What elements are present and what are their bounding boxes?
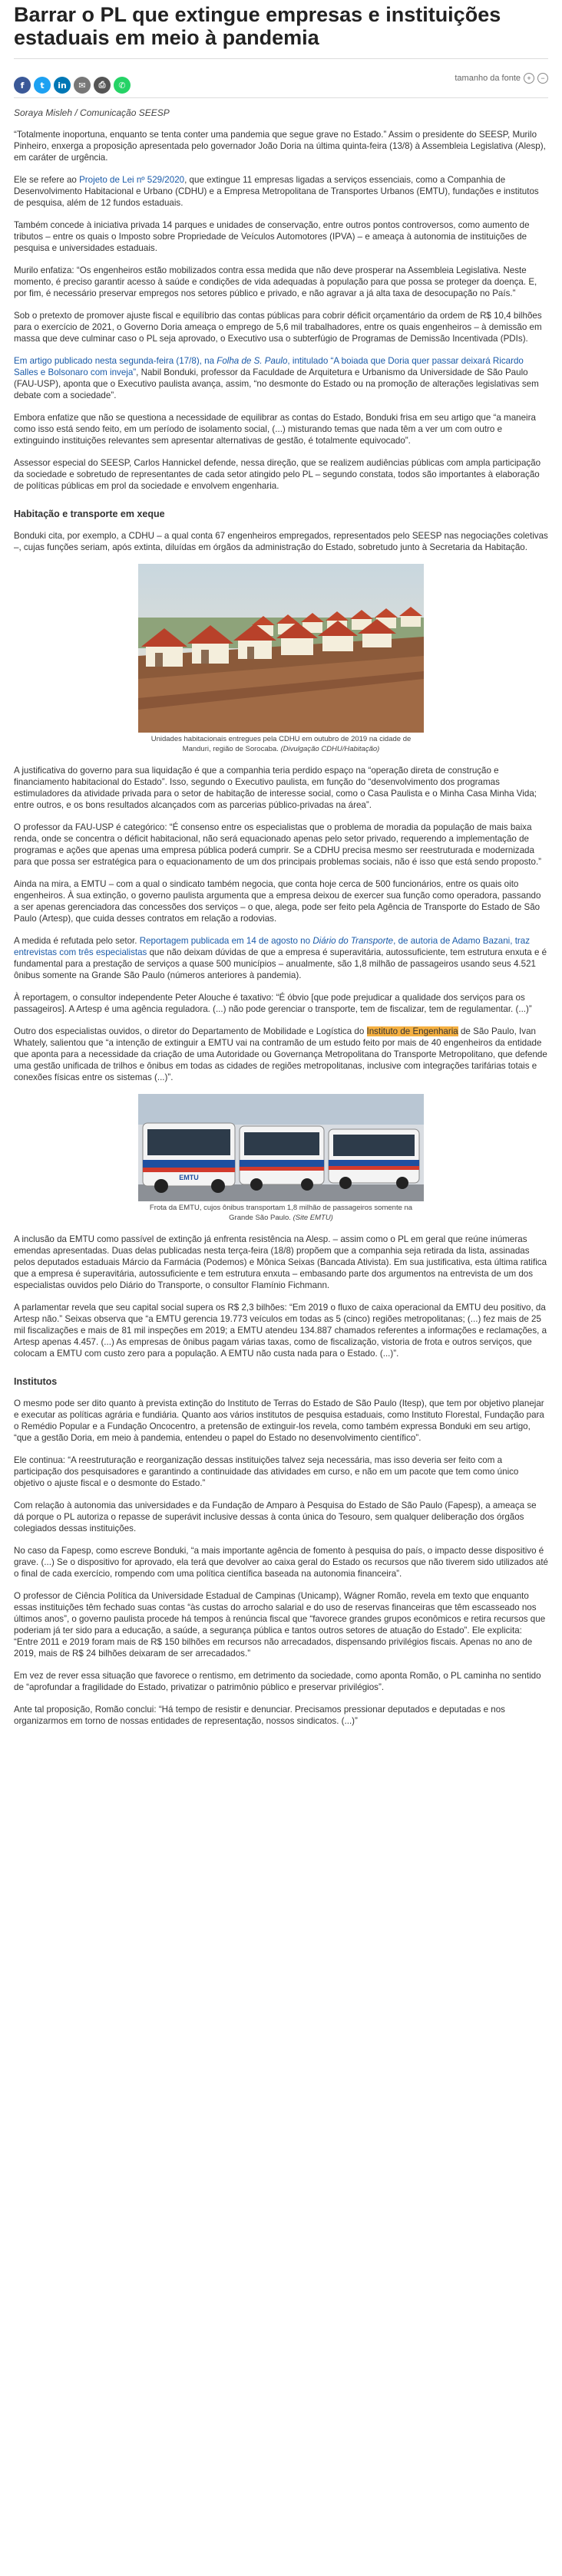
bus-fleet-photo [138, 1094, 424, 1201]
paragraph: Ele se refere ao Projeto de Lei nº 529/2020, que extingue 11 empresas ligadas a serviços essenciais, como a Companhia de Desenvolvimento Habitacional e Urbano (CDHU) e a Empresa Metropolitana de Transportes Urbanos (EMTU), fundações e institutos de pesquisa, além de 12 fundos estaduais. [14, 175, 539, 208]
font-size-label: tamanho da fonte [455, 74, 521, 83]
paragraph: Em artigo publicado nesta segunda-feira (17/8), na Folha de S. Paulo, intitulado “A boiada que Doria quer passar deixará Ricardo Salles e Bolsonaro com inveja”, Nabil Bonduki, professor da Faculdade de Arquitetura e Urbanismo da Universidade de São Paulo (FAU-USP), aponta que o Executivo paulista avança, assim, “no desmonte do Estado ou na promoção de alterações legislativas sem debate com a sociedade”. [14, 356, 539, 400]
zoom-in-icon[interactable]: + [524, 73, 534, 84]
paragraph: O professor de Ciência Política da Universidade Estadual de Campinas (Unicamp), Wágner Romão, revela em texto que enquanto essas instituições têm fechado suas contas “às custas do arrocho salarial e do uso de reservas financeiras que têm escasseado nos últimos anos”, o governo paulista procede há tempos à renúncia fiscal que “favorece grandes grupos econômicos e retira recursos que poderiam já ter sido para a educação, a saúde, a segurança pública e tantos outros setores de atuação do Estado”. Ele explicita: “Entre 2011 e 2019 foram mais de R$ 150 bilhões em recursos não arrecadados, dispensando privilégios fiscais. Apenas no ano de 2019, mais de R$ 24 bilhões deixaram de ser arrecadados.” [14, 1591, 546, 1659]
zoom-out-icon[interactable]: − [537, 73, 548, 84]
paragraph: “Totalmente inoportuna, enquanto se tenta conter uma pandemia que segue grave no Estado.” Assim o presidente do SEESP, Murilo Pinheiro, enxerga a proposição apresentada pelo governador João Doria na última quinta-feira (13/8) à Assembleia Legislativa (Alesp), em caráter de urgência. [14, 130, 546, 163]
bus [143, 1123, 235, 1193]
bus-logo-text: EMTU [179, 1174, 199, 1181]
paragraph: Em vez de rever essa situação que favorece o rentismo, em detrimento da sociedade, como aponta Romão, o PL caminha no sentido de “aprofundar a fragilidade do Estado, privatizar o patrimônio público e preservar privilégios”. [14, 1671, 541, 1692]
section-heading: Institutos [14, 1376, 58, 1387]
paragraph: No caso da Fapesp, como escreve Bonduki, “a mais importante agência de fomento à pesquisa do país, o impacto desse dispositivo é grave. (...) Se o dispositivo for aprovado, ela terá que devolver ao caixa geral do Estado os recursos que não tiverem sido utilizados até o final de cada exercício, rompendo com uma política científica baseada na autonomia financeira”. [14, 1546, 549, 1579]
facebook-icon[interactable]: f [14, 77, 31, 94]
diario-transporte-link[interactable]: Reportagem publicada em 14 de agosto no Diário do Transporte, de autoria de Adamo Bazani, traz entrevistas com três especialistas [14, 936, 531, 957]
page-title: Barrar o PL que extingue empresas e instituições estaduais em meio à pandemia [14, 3, 501, 49]
paragraph: O mesmo pode ser dito quanto à prevista extinção do Instituto de Terras do Estado de São Paulo (Itesp), que tem por objetivo planejar e executar as políticas agrária e fundiária. Quanto aos vários institutos de pesquisa estaduais, como Instituto Florestal, Fundação para o Remédio Popular e a Fundação Oncocentro, a pretensão de extinguir-los revela, como também expressa Bonduki em seu artigo, “que a gestão Doria, em meio à pandemia, entendeu o papel do Estado no desenvolvimento científico”. [14, 1398, 544, 1443]
housing-photo [138, 564, 424, 733]
article-toolbar [14, 59, 548, 97]
paragraph: Outro dos especialistas ouvidos, o diretor do Departamento de Mobilidade e Logística do Instituto de Engenharia de São Paulo, Ivan Whately, salientou que “a intenção de extinguir a EMTU vai na contramão de um estudo feito por mais de 40 engenheiros da entidade que aponta para a necessidade da criação de uma Autoridade ou Governança Metropolitana do Transporte Metropolitano, que defende uma gestão unificada de trilhos e ônibus em todas as cidades de regiões metropolitanas, inclusive com integrações tarifárias totais e conexões físicas entre os sistemas (...)”. [14, 1026, 547, 1082]
whatsapp-icon[interactable]: ✆ [114, 77, 131, 94]
twitter-icon[interactable]: t [34, 77, 51, 94]
font-size-control [455, 73, 548, 84]
bus [240, 1126, 324, 1191]
figure-buses [138, 1094, 424, 1223]
figure-caption: Frota da EMTU, cujos ônibus transportam 1,8 milhão de passageiros somente na Grande São Paulo. (Site EMTU) [149, 1204, 413, 1222]
paragraph: Bonduki cita, por exemplo, a CDHU – a qual conta 67 engenheiros empregados, representados pelo SEESP nas negociações coletivas –, cujas funções seriam, após extinta, diluídas em órgãos da administração do Estado, sobretudo junto à Secretaria da Habitação. [14, 531, 548, 552]
paragraph: A justificativa do governo para sua liquidação é que a companhia teria perdido espaço na “operação direta de construção e financiamento habitacional do Estado”. Isso, segundo o Executivo paulista, em função do “desenvolvimento dos programas estimuladores da atividade privada para o setor de habitação de interesse social, como o Casa Paulista e o Minha Casa Minha Vida; entre outros, e os bons resultados alcançados com as parcerias público-privadas na área”. [14, 766, 537, 810]
paragraph: Murilo enfatiza: “Os engenheiros estão mobilizados contra essa medida que não deve prosperar na Assembleia Legislativa. Neste momento, é preciso garantir acesso à saúde e condições de vida adequadas à população para que possa se proteger da doença. E, por fim, é necessário preservar empregos nos setores público e privado, e não agravar a já alta taxa de desocupação no País.” [14, 265, 537, 298]
paragraph: A inclusão da EMTU como passível de extinção já enfrenta resistência na Alesp. – assim como o PL em geral que reúne inúmeras emendas apresentadas. Duas delas publicadas nesta terça-feira (18/8) propõem que a companhia seja retirada da lista, assinadas pelos deputados estaduais Márcio da Farmácia (Podemos) e Mônica Seixas (Bancada Ativista). Em sua justificativa, esta última ratifica que a empresa é superavitária, autossuficiente e tem estrutura enxuta – embasando parte dos argumentos na entrevista de um dos especialistas ouvidos pelo Diário do Transporte, o consultor Flamínio Fichmann. [14, 1234, 547, 1290]
byline: Soraya Misleh / Comunicação SEESP [14, 107, 170, 118]
divider [14, 97, 548, 98]
paragraph: Embora enfatize que não se questiona a necessidade de equilibrar as contas do Estado, Bonduki frisa em seu artigo que “a maneira como isso está sendo feito, em um período de isolamento social, (...) misturando temas que nada têm a ver um com outro e extinguindo instituições relevantes sem apresentar alternativas de gestão, é totalmente equivocado”. [14, 413, 536, 446]
linkedin-icon[interactable]: in [54, 77, 71, 94]
bus [329, 1129, 419, 1189]
paragraph: Sob o pretexto de promover ajuste fiscal e equilíbrio das contas públicas para cobrir déficit orçamentário da ordem de R$ 10,4 bilhões para o exercício de 2021, o Governo Doria ameaça o emprego de 5,6 mil trabalhadores, entre os quais engenheiros – à demissão em massa que deve culminar caso o PL seja aprovado, o Executivo usa o subterfúgio de Programas de Demissão Incentivada (PDIs). [14, 311, 542, 344]
paragraph: O professor da FAU-USP é categórico: “É consenso entre os especialistas que o problema de moradia da população de mais baixa renda, onde se concentra o déficit habitacional, não será equacionado apenas pelo setor privado, requerendo a implementação de programas e ações que apenas uma empresa pública poderá cumprir. Se a CDHU precisa mesmo ser reestruturada e modernizada para que possa ser estratégica para o equacionamento de um dos principais problemas sociais, não é isso que está sendo proposto.” [14, 822, 542, 867]
pl-link[interactable]: Projeto de Lei nº 529/2020 [79, 175, 185, 185]
share-buttons [14, 63, 131, 94]
paragraph: Assessor especial do SEESP, Carlos Hannickel defende, nessa direção, que se realizem audiências públicas com ampla participação da sociedade e sobretudo de representantes de cada setor atingido pelo PL – segundo constata, todos são importantes à elaboração de políticas públicas em prol da sociedade e envolvem engenharia. [14, 458, 541, 491]
figure-housing [138, 564, 424, 754]
paragraph: Com relação à autonomia das universidades e da Fundação de Amparo à Pesquisa do Estado de São Paulo (Fapesp), a ameaça se dá porque o PL autoriza o repasse de superávit inclusive dessas à conta única do Tesouro, sem qualquer deliberação dos órgãos colegiados dessas instituições. [14, 1500, 537, 1533]
print-icon[interactable]: ⎙ [94, 77, 111, 94]
figure-caption: Unidades habitacionais entregues pela CDHU em outubro de 2019 na cidade de Manduri, região de Sorocaba. (Divulgação CDHU/Habitação) [150, 735, 412, 753]
paragraph: Ante tal proposição, Romão conclui: “Há tempo de resistir e denunciar. Precisamos pressionar deputados e deputadas e nos organizarmos em torno de nossas entidades de representação, nossos sindicatos. (...)” [14, 1705, 505, 1726]
folha-article-link[interactable]: Em artigo publicado nesta segunda-feira (17/8), na Folha de S. Paulo, intitulado “A boiada que Doria quer passar deixará Ricardo Salles e Bolsonaro com inveja” [14, 356, 524, 377]
section-heading: Habitação e transporte em xeque [14, 509, 165, 519]
paragraph: Ainda na mira, a EMTU – com a qual o sindicato também negocia, que conta hoje cerca de 500 funcionários, entre os quais oito engenheiros. À sua extinção, o governo paulista argumenta que a empresa deixou de exercer sua função como operadora, passando a ser apenas gerenciadora das concessões dos serviços – o que, alega, pode ser feito pela Agência de Transporte do Estado de São Paulo (Artesp), que cuida desses contratos em relação a rodovias. [14, 879, 541, 924]
paragraph: Também concede à iniciativa privada 14 parques e unidades de conservação, entre outros pontos controversos, como aumento de tributos – entre os quais o Imposto sobre Propriedade de Veículos Automotores (IPVA) – e ameaça à autonomia de instituições de pesquisa e universidades estaduais. [14, 220, 530, 253]
paragraph: A medida é refutada pelo setor. Reportagem publicada em 14 de agosto no Diário do Transporte, de autoria de Adamo Bazani, traz entrevistas com três especialistas que não deixam dúvidas de que a empresa é superavitária, autossuficiente, tem estrutura enxuta e é fundamental para a prestação de serviços a quase 500 municípios – anualmente, são 1,8 milhão de passageiros usando seus 4.521 ônibus somente na Grande São Paulo (números anteriores à pandemia). [14, 936, 547, 980]
paragraph: A parlamentar revela que seu capital social supera os R$ 2,3 bilhões: “Em 2019 o fluxo de caixa operacional da EMTU deu positivo, da Artesp não.” Seixas observa que “a EMTU gerencia 19.773 veículos em todas as 5 (cinco) regiões metropolitanas; (...) fez mais de 25 mil fiscalizações e mais de 81 mil inspeções em 2019; a EMTU atendeu 134.887 chamados referentes a informações e reclamações, a Artesp apenas 4.457. (...) As empresas de ônibus pagam várias taxas, como de fiscalização, vistoria de frota e outros serviços, que colocam a EMTU com custo zero para a população. A EMTU não custa nada para o Estado. (...)”. [14, 1303, 547, 1359]
paragraph: Ele continua: “A reestruturação e reorganização dessas instituições talvez seja necessária, mas isso deveria ser feito com a participação dos pesquisadores e garantindo a continuidade das atividades em curso, e não em um pacote que tem como único objetivo o ajuste fiscal e o desmonte do Estado.” [14, 1455, 519, 1488]
email-icon[interactable]: ✉ [74, 77, 91, 94]
paragraph: À reportagem, o consultor independente Peter Alouche é taxativo: “É óbvio [que pode prejudicar a qualidade dos serviços para os passageiros]. A Artesp é uma agência reguladora. (...) não pode gerenciar o transporte, tem de fiscalizar, tem de regulamentar. (...)” [14, 993, 532, 1014]
highlighted-text: Instituto de Engenharia [366, 1026, 458, 1036]
